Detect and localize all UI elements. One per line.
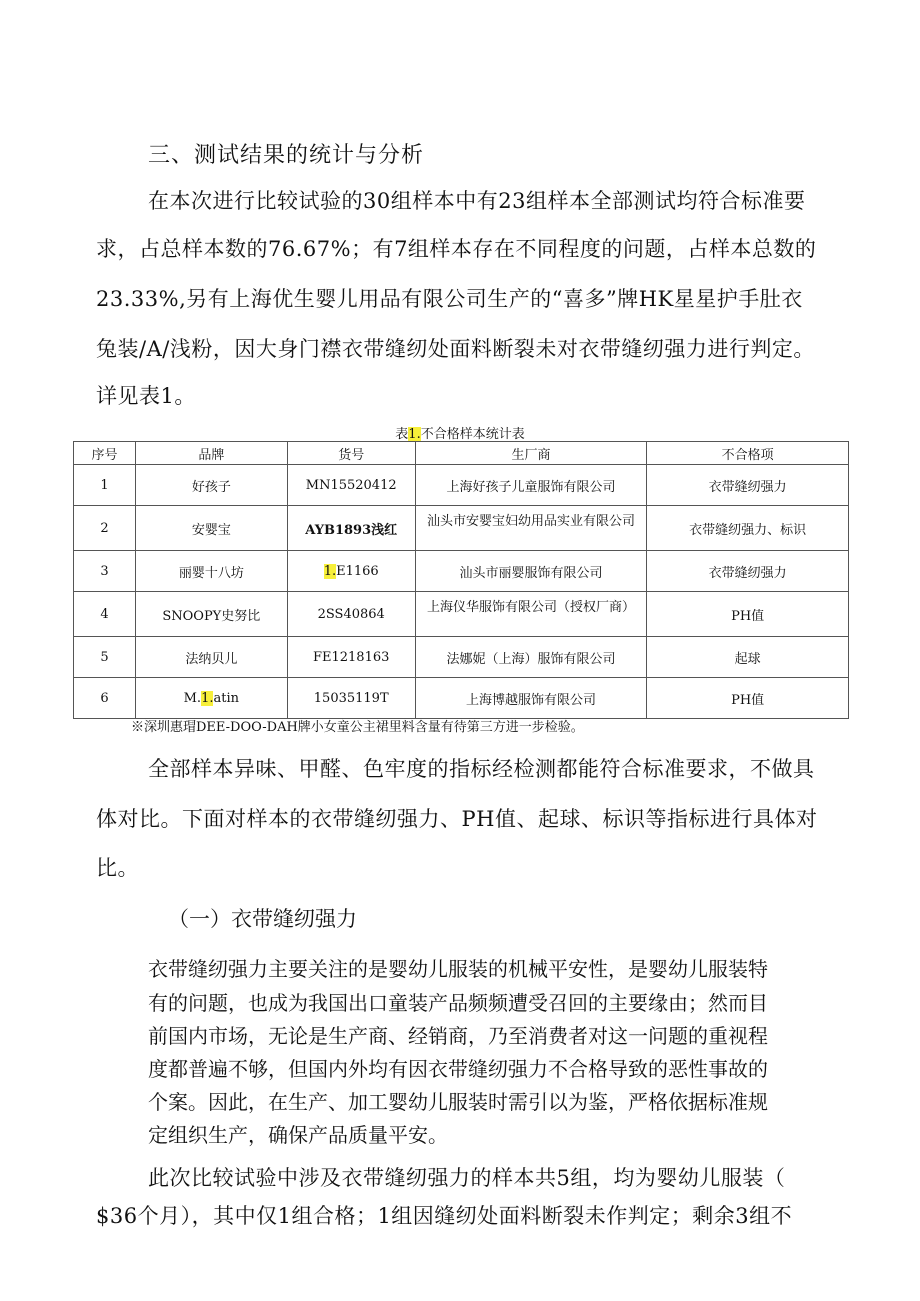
table-row	[74, 637, 849, 678]
table-row	[74, 551, 849, 592]
table-row	[74, 465, 849, 506]
paragraph-line: 23.33%,另有上海优生婴儿用品有限公司生产的“喜多”牌HK星星护手肚衣	[96, 287, 803, 311]
cell-no: 3	[74, 551, 136, 592]
paragraph-line: 全部样本异味、甲醛、色牢度的指标经检测都能符合标准要求，不做具	[148, 757, 815, 781]
cell-maker: 汕头市安婴宝妇幼用品实业有限公司	[415, 506, 647, 551]
cell-no: 5	[74, 637, 136, 678]
cell-maker: 上海博越服饰有限公司	[415, 678, 647, 719]
table-row	[74, 592, 849, 637]
caption-highlight: 1.	[408, 427, 421, 442]
paragraph-line: 衣带缝纫强力主要关注的是婴幼儿服装的机械平安性，是婴幼儿服装特	[148, 957, 768, 981]
cell-sku: 1.E1166	[287, 551, 415, 592]
header-no: 序号	[74, 442, 136, 465]
cell-sku: FE1218163	[287, 637, 415, 678]
cell-issue: 衣带缝纫强力	[647, 551, 849, 592]
cell-brand: M.1.atin	[135, 678, 287, 719]
cell-issue: 衣带缝纫强力	[647, 465, 849, 506]
header-maker: 生厂商	[415, 442, 647, 465]
cell-sku: MN15520412	[287, 465, 415, 506]
cell-sku: 15035119T	[287, 678, 415, 719]
cell-issue: 衣带缝纫强力、标识	[647, 506, 849, 551]
paragraph-line: 详见表1。	[96, 384, 196, 408]
paragraph-line: 度都普遍不够，但国内外均有因衣带缝纫强力不合格导致的恶性事故的	[148, 1057, 768, 1081]
cell-issue: 起球	[647, 637, 849, 678]
header-brand: 品牌	[135, 442, 287, 465]
cell-issue: PH值	[647, 678, 849, 719]
cell-brand: 好孩子	[135, 465, 287, 506]
cell-sku: AYB1893浅红	[287, 506, 415, 551]
table-header-row	[74, 442, 849, 465]
paragraph-line: 前国内市场，无论是生产商、经销商，乃至消费者对这一问题的重视程	[148, 1024, 768, 1048]
subheading: （一）衣带缝纫强力	[168, 907, 357, 931]
cell-no: 6	[74, 678, 136, 719]
table-row	[74, 506, 849, 551]
cell-maker: 上海仪华服饰有限公司（授权厂商）	[415, 592, 647, 637]
paragraph-line: 有的问题，也成为我国出口童装产品频频遭受召回的主要缘由；然而目	[148, 991, 768, 1015]
cell-maker: 法娜妮（上海）服饰有限公司	[415, 637, 647, 678]
cell-maker: 汕头市丽婴服饰有限公司	[415, 551, 647, 592]
sku-highlight: 1.	[323, 563, 337, 579]
cell-sku: 2SS40864	[287, 592, 415, 637]
paragraph-line: 定组织生产，确保产品质量平安。	[148, 1123, 448, 1147]
cell-no: 2	[74, 506, 136, 551]
paragraph-line: 在本次进行比较试验的30组样本中有23组样本全部测试均符合标准要	[148, 189, 806, 213]
table-caption: 表1.不合格样本统计表	[395, 427, 525, 442]
cell-no: 1	[74, 465, 136, 506]
table-row	[74, 678, 849, 719]
cell-brand: SNOOPY史努比	[135, 592, 287, 637]
header-issue: 不合格项	[647, 442, 849, 465]
paragraph-line: 比。	[96, 856, 139, 880]
paragraph-line: 求，占总样本数的76.67%；有7组样本存在不同程度的问题，占样本总数的	[96, 237, 817, 261]
paragraph-line: 个案。因此，在生产、加工婴幼儿服装时需引以为鉴，严格依据标准规	[148, 1090, 768, 1114]
cell-brand: 法纳贝儿	[135, 637, 287, 678]
cell-no: 4	[74, 592, 136, 637]
paragraph-line: 兔装/A/浅粉，因大身门襟衣带缝纫处面料断裂未对衣带缝纫强力进行判定。	[96, 337, 815, 361]
paragraph-line: 此次比较试验中涉及衣带缝纫强力的样本共5组，均为婴幼儿服装（	[148, 1166, 786, 1190]
paragraph-line: 体对比。下面对样本的衣带缝纫强力、PH值、起球、标识等指标进行具体对	[96, 807, 818, 831]
cell-maker: 上海好孩子儿童服饰有限公司	[415, 465, 647, 506]
nonconforming-samples-table	[73, 441, 849, 719]
cell-issue: PH值	[647, 592, 849, 637]
cell-brand: 安婴宝	[135, 506, 287, 551]
header-sku: 货号	[287, 442, 415, 465]
cell-brand: 丽婴十八坊	[135, 551, 287, 592]
table-footnote: ※深圳惠瑁DEE-DOO-DAH牌小女童公主裙里料含量有待第三方进一步检验。	[131, 720, 584, 735]
brand-highlight: 1.	[201, 690, 214, 706]
section-heading: 三、测试结果的统计与分析	[148, 143, 425, 168]
paragraph-line: $36个月），其中仅1组合格；1组因缝纫处面料断裂未作判定；剩余3组不	[96, 1204, 793, 1228]
